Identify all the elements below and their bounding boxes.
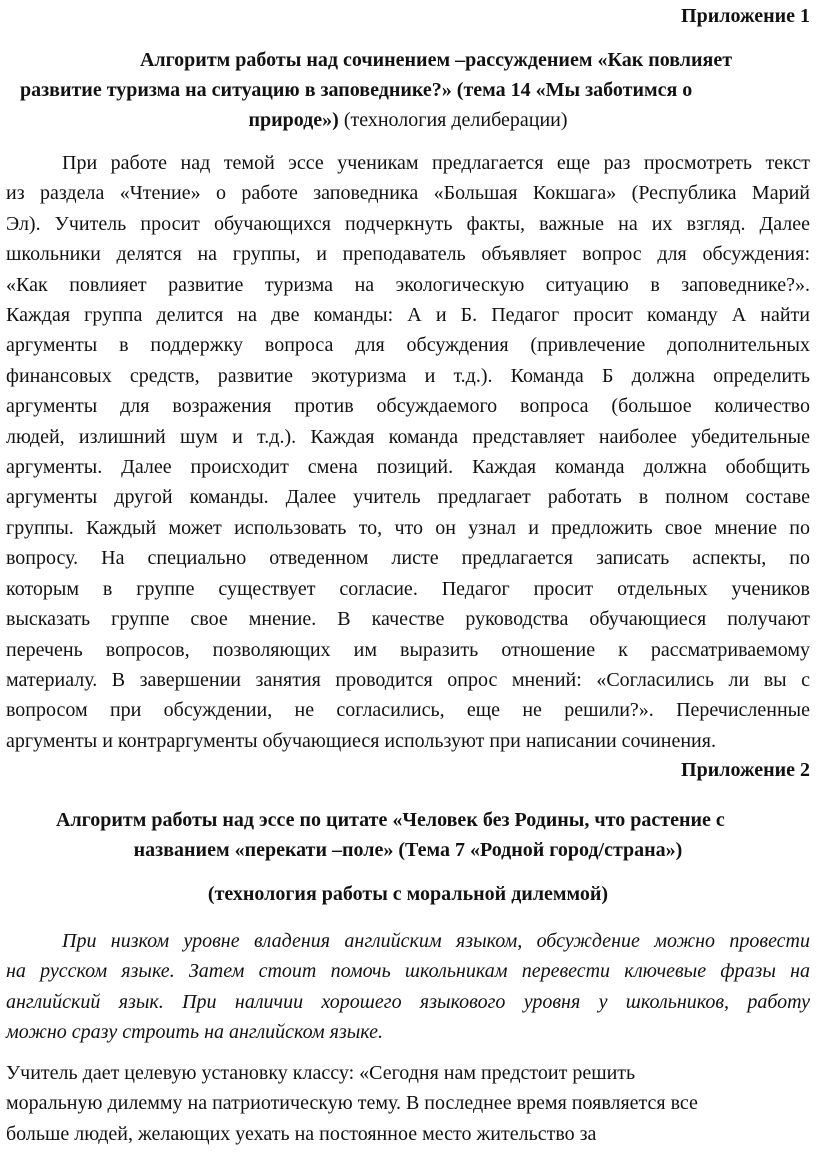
body-line: вопросом при обсуждении, не согласились, еще не решили?». Перечисленные	[6, 699, 810, 722]
body-line: материалу. В завершении занятия проводится опрос мнений: «Согласились ли вы с	[6, 668, 810, 691]
body-line: аргументы другой команды. Далее учитель предлагает работать в полном составе	[6, 486, 810, 509]
body-line: При работе над темой эссе ученикам предлагается еще раз просмотреть текст	[62, 152, 810, 174]
body-line: которым в группе существует согласие. Педагог просит отдельных учеников	[6, 577, 810, 600]
body-line: «Как повлияет развитие туризма на экологическую ситуацию в заповеднике?».	[6, 273, 810, 296]
body-line: аргументы и контраргументы обучающиеся используют при написании сочинения.	[6, 729, 716, 752]
body-line: людей, излишний шум и т.д.). Каждая команда представляет наиболее убедительные	[6, 425, 810, 448]
appendix-2-label: Приложение 2	[681, 759, 810, 781]
appendix-1-title-line-1: Алгоритм работы над сочинением –рассуждением «Как повлияет	[139, 49, 733, 71]
appendix-2-title-line-2: названием «перекати –поле» (Тема 7 «Родной город/страна»)	[133, 839, 683, 861]
body-line: моральную дилемму на патриотическую тему. В последнее время появляется все	[6, 1092, 698, 1115]
body-line: Эл). Учитель просит обучающихся подчеркнуть факты, важные на их взгляд. Далее	[6, 212, 810, 235]
body-line: аргументы. Далее происходит смена позиций. Каждая команда должна обобщить	[6, 456, 810, 479]
appendix-2-subtitle: (технология работы с моральной дилеммой)	[207, 883, 609, 905]
body-line: группы. Каждый может использовать то, что он узнал и предложить свое мнение по	[6, 516, 810, 539]
body-line: вопросу. На специально отведенном листе предлагается записать аспекты, по	[6, 547, 810, 570]
note-line: на русском языке. Затем стоит помочь школьникам перевести ключевые фразы на	[6, 960, 810, 983]
appendix-2-body	[6, 1058, 810, 1149]
note-line: При низком уровне владения английским языком, обсуждение можно провести	[62, 930, 810, 952]
body-line: больше людей, желающих уехать на постоянное место жительство за	[6, 1122, 597, 1145]
body-line: школьники делятся на группы, и преподаватель объявляет вопрос для обсуждения:	[6, 243, 810, 266]
appendix-1-body	[6, 148, 810, 756]
body-line: финансовых средств, развитие экотуризма и т.д.). Команда Б должна определить	[6, 364, 810, 387]
body-line: Учитель дает целевую установку классу: «Сегодня нам предстоит решить	[6, 1062, 636, 1084]
note-line: можно сразу строить на английском языке.	[6, 1021, 384, 1044]
note-line: английский язык. При наличии хорошего языкового уровня у школьников, работу	[6, 990, 810, 1013]
body-line: аргументы для возражения против обсуждаемого вопроса (большое количество	[6, 395, 810, 418]
appendix-1-title-method: (технология делиберации)	[338, 109, 568, 131]
appendix-1-title-bold-part: природе»)	[248, 109, 339, 131]
body-line: Каждая группа делится на две команды: А и Б. Педагог просит команду А найти	[6, 304, 810, 327]
appendix-1-label: Приложение 1	[681, 5, 810, 27]
appendix-2-title-line-1: Алгоритм работы над эссе по цитате «Человек без Родины, что растение с	[56, 809, 725, 831]
body-line: аргументы в поддержку вопроса для обсуждения (привлечение дополнительных	[6, 334, 810, 357]
body-line: из раздела «Чтение» о работе заповедника «Большая Кокшага» (Республика Марий	[6, 182, 810, 205]
body-line: высказать группе свое мнение. В качестве руководства обучающиеся получают	[6, 608, 810, 631]
appendix-1-title-line-2: развитие туризма на ситуацию в заповеднике?» (тема 14 «Мы заботимся о	[20, 79, 693, 101]
appendix-2-note	[6, 926, 810, 1048]
body-line: перечень вопросов, позволяющих им выразить отношение к рассматриваемому	[6, 638, 810, 661]
appendix-1-title-line-3	[0, 106, 816, 134]
